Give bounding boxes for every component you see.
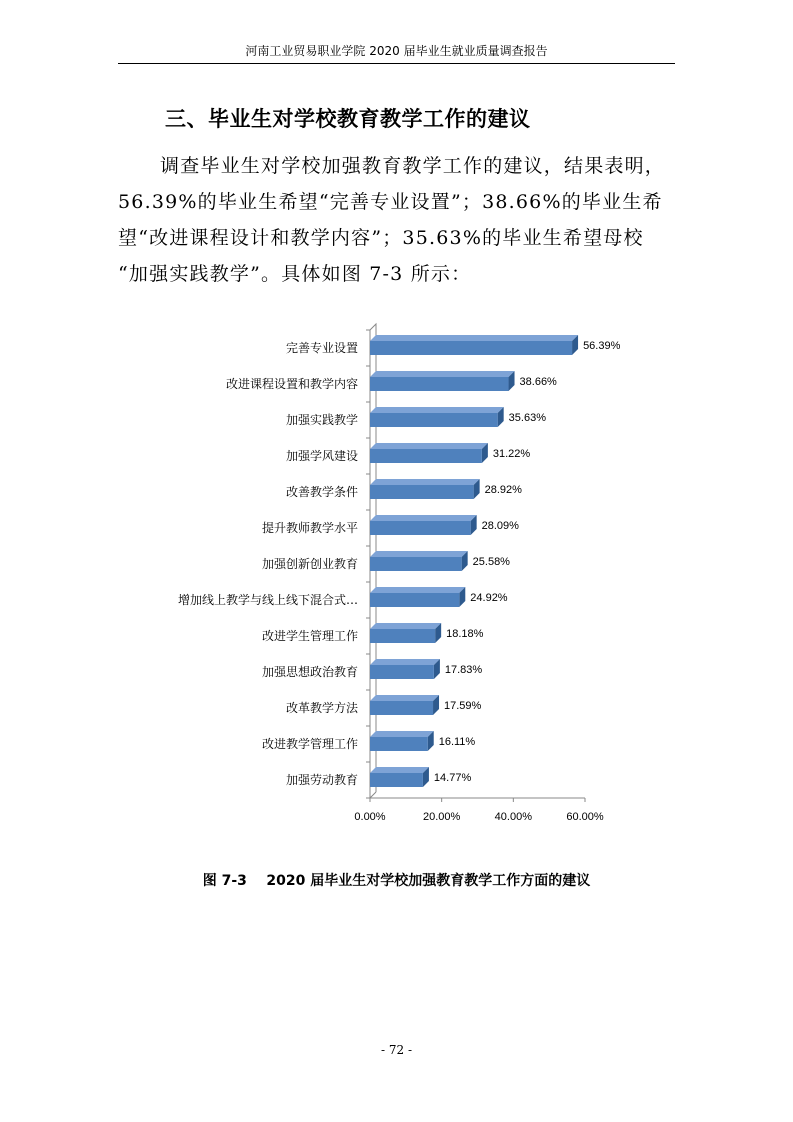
- paragraph-line: “加强实践教学”。具体如图 7-3 所示：: [118, 263, 472, 285]
- bar: [370, 593, 459, 607]
- category-label: 提升教师教学水平: [261, 521, 358, 535]
- body-paragraph: [118, 148, 678, 292]
- category-label: 改进学生管理工作: [261, 629, 358, 643]
- category-label: 加强思想政治教育: [261, 665, 358, 679]
- bar: [370, 485, 474, 499]
- bar: [370, 557, 462, 571]
- x-tick-label: 60.00%: [566, 811, 604, 823]
- value-label: 38.66%: [519, 376, 557, 388]
- bar-top: [370, 551, 468, 557]
- bar-top: [370, 767, 429, 773]
- bar: [370, 629, 435, 643]
- category-label: 改进教学管理工作: [261, 737, 358, 751]
- figure-caption: [0, 870, 793, 890]
- value-label: 17.59%: [444, 700, 482, 712]
- header-rule: [118, 63, 675, 64]
- paragraph-line: 望“改进课程设计和教学内容”；35.63%的毕业生希望母校: [118, 227, 644, 249]
- category-label: 改善教学条件: [285, 485, 358, 499]
- bar: [370, 377, 509, 391]
- bar-top: [370, 515, 477, 521]
- value-label: 31.22%: [492, 448, 531, 460]
- category-label: 改革教学方法: [285, 701, 358, 715]
- value-label: 14.77%: [433, 772, 472, 784]
- value-label: 35.63%: [508, 412, 546, 424]
- category-label: 加强学风建设: [285, 449, 358, 463]
- bar-chart: [0, 318, 793, 838]
- bar-top: [370, 659, 440, 665]
- paragraph-line: 56.39%的毕业生希望“完善专业设置”；38.66%的毕业生希: [118, 191, 663, 213]
- bar-top: [370, 587, 465, 593]
- value-label: 18.18%: [446, 628, 484, 640]
- category-label: 加强劳动教育: [285, 773, 358, 787]
- bar-top: [370, 731, 434, 737]
- value-label: 25.58%: [472, 556, 510, 568]
- bar: [370, 413, 498, 427]
- bar-top: [370, 371, 515, 377]
- x-tick-label: 0.00%: [354, 811, 386, 823]
- x-tick-label: 40.00%: [494, 811, 532, 823]
- figure-caption-label: 图 7-3: [202, 873, 247, 889]
- category-label: 增加线上教学与线上线下混合式…: [177, 593, 358, 607]
- value-label: 56.39%: [583, 340, 621, 352]
- bar-top: [370, 443, 488, 449]
- value-label: 16.11%: [438, 736, 476, 748]
- value-label: 24.92%: [470, 592, 508, 604]
- bar-top: [370, 335, 578, 341]
- category-label: 改进课程设置和教学内容: [225, 377, 358, 391]
- bar-top: [370, 695, 439, 701]
- axis-corner: [370, 792, 376, 798]
- category-label: 加强实践教学: [285, 413, 358, 427]
- page-header: 河南工业贸易职业学院 2020 届毕业生就业质量调查报告: [245, 44, 548, 58]
- value-label: 28.09%: [481, 520, 519, 532]
- x-tick-label: 20.00%: [423, 811, 461, 823]
- category-label: 完善专业设置: [285, 341, 358, 355]
- value-label: 28.92%: [484, 484, 522, 496]
- bar-top: [370, 479, 480, 485]
- category-label: 加强创新创业教育: [261, 557, 358, 571]
- section-title: 三、毕业生对学校教育教学工作的建议: [165, 107, 531, 131]
- bar: [370, 701, 433, 715]
- bar: [370, 449, 482, 463]
- bar-top: [370, 623, 441, 629]
- paragraph-line: 调查毕业生对学校加强教育教学工作的建议，结果表明，: [160, 155, 666, 177]
- value-label: 17.83%: [444, 664, 483, 676]
- bar: [370, 521, 471, 535]
- bar: [370, 773, 423, 787]
- bar-top: [370, 407, 504, 413]
- page-number: - 72 -: [380, 1043, 412, 1057]
- figure-caption-text: 2020 届毕业生对学校加强教育教学工作方面的建议: [266, 873, 591, 889]
- bar: [370, 341, 572, 355]
- bar: [370, 665, 434, 679]
- bar: [370, 737, 428, 751]
